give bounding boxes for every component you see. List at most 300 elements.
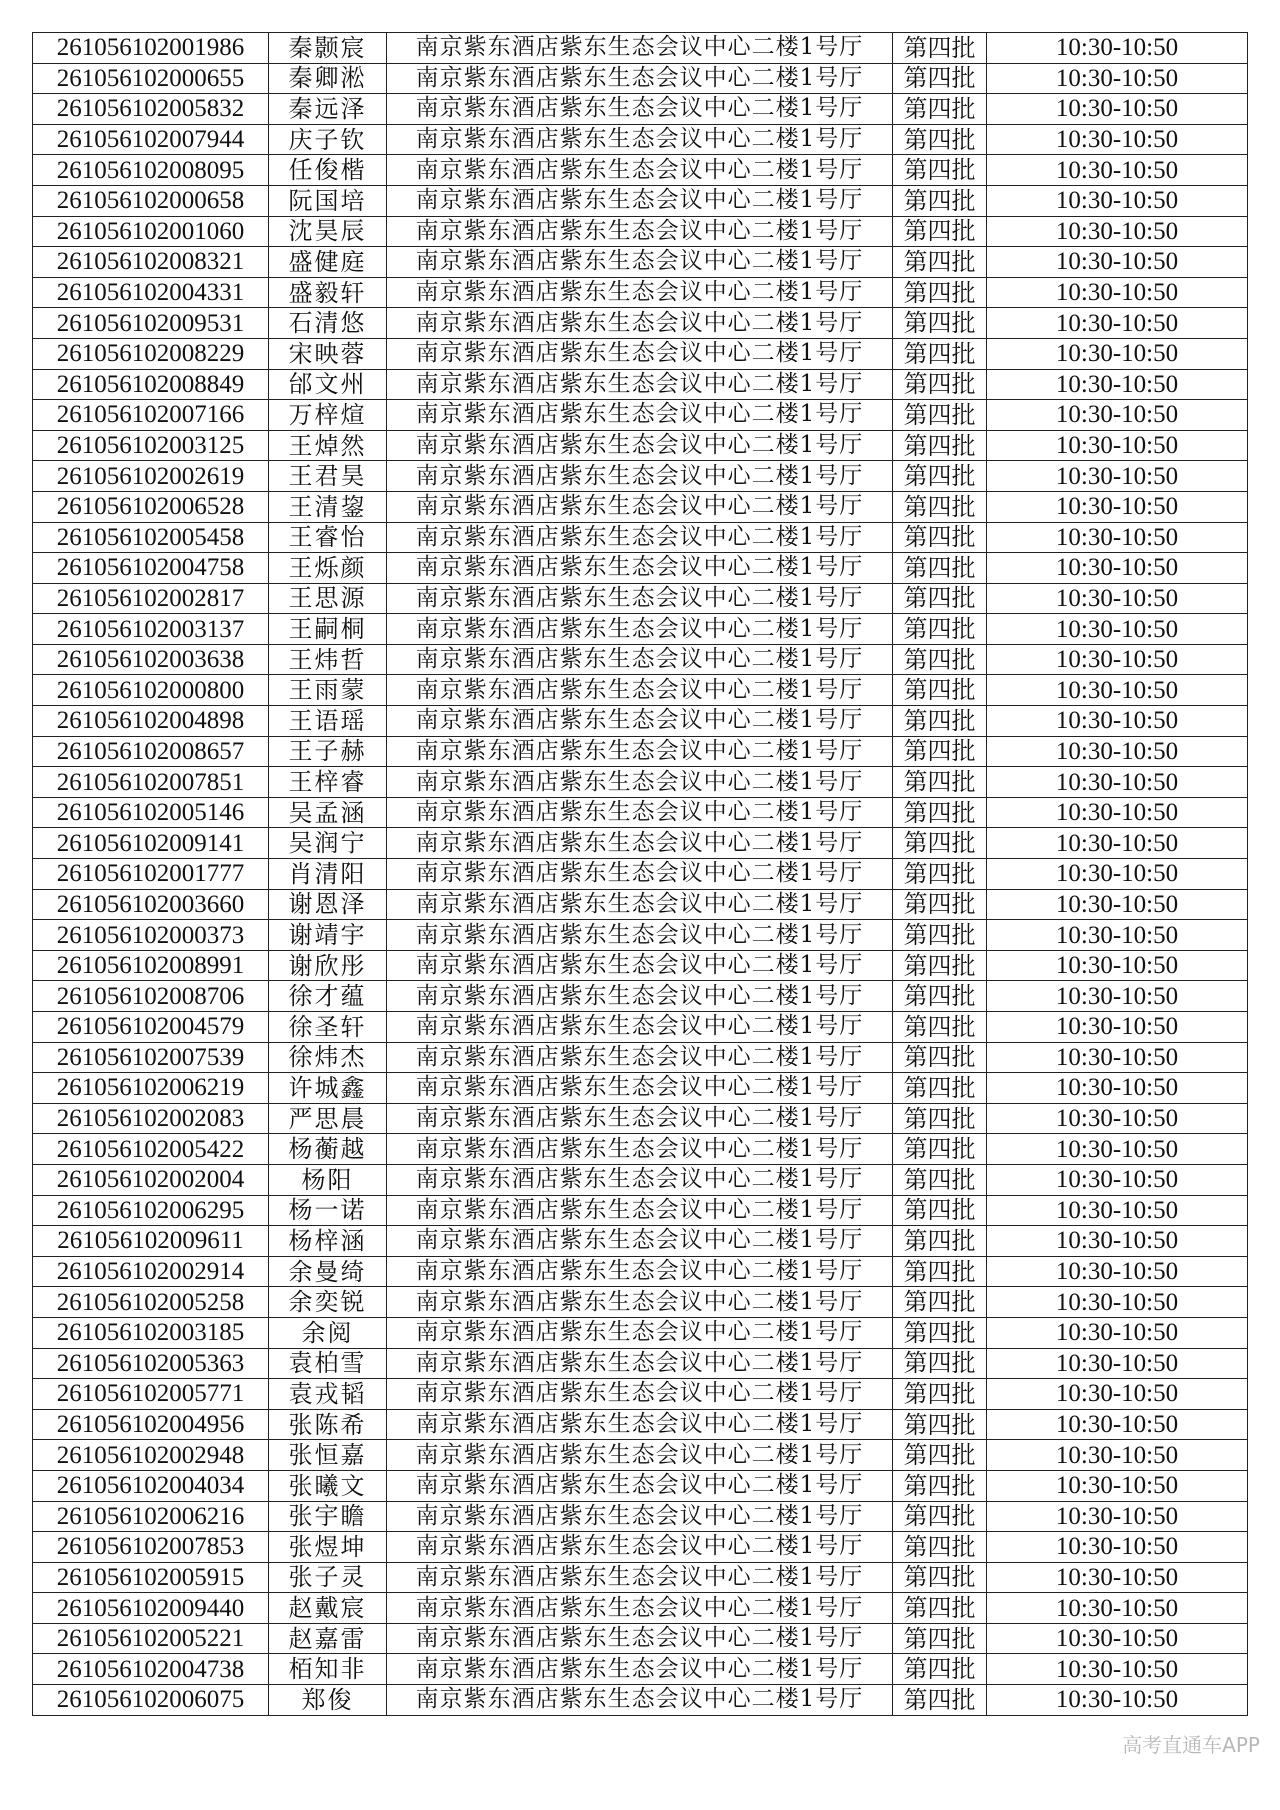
candidate-id-cell: 261056102003660 bbox=[33, 889, 269, 920]
venue-cell: 南京紫东酒店紫东生态会议中心二楼1号厅 bbox=[387, 277, 893, 308]
time-slot-cell: 10:30-10:50 bbox=[987, 950, 1248, 981]
time-slot-cell: 10:30-10:50 bbox=[987, 828, 1248, 859]
time-slot-cell: 10:30-10:50 bbox=[987, 155, 1248, 186]
candidate-name-cell: 杨阳 bbox=[269, 1164, 387, 1195]
candidate-name-cell: 赵戴宸 bbox=[269, 1593, 387, 1624]
batch-cell: 第四批 bbox=[893, 338, 987, 369]
table-row bbox=[33, 706, 1248, 737]
batch-cell: 第四批 bbox=[893, 950, 987, 981]
candidate-id-cell: 261056102002817 bbox=[33, 583, 269, 614]
venue-cell: 南京紫东酒店紫东生态会议中心二楼1号厅 bbox=[387, 1379, 893, 1410]
candidate-name-cell: 张陈希 bbox=[269, 1409, 387, 1440]
candidate-name-cell: 盛毅轩 bbox=[269, 277, 387, 308]
venue-cell: 南京紫东酒店紫东生态会议中心二楼1号厅 bbox=[387, 1134, 893, 1165]
table-row bbox=[33, 1256, 1248, 1287]
venue-cell: 南京紫东酒店紫东生态会议中心二楼1号厅 bbox=[387, 889, 893, 920]
time-slot-cell: 10:30-10:50 bbox=[987, 1348, 1248, 1379]
candidate-id-cell: 261056102000373 bbox=[33, 920, 269, 951]
table-row bbox=[33, 1317, 1248, 1348]
batch-cell: 第四批 bbox=[893, 767, 987, 798]
batch-cell: 第四批 bbox=[893, 1134, 987, 1165]
candidate-name-cell: 沈昊辰 bbox=[269, 216, 387, 247]
candidate-id-cell: 261056102001060 bbox=[33, 216, 269, 247]
table-row bbox=[33, 1042, 1248, 1073]
candidate-name-cell: 袁柏雪 bbox=[269, 1348, 387, 1379]
batch-cell: 第四批 bbox=[893, 1195, 987, 1226]
table-row bbox=[33, 1379, 1248, 1410]
venue-cell: 南京紫东酒店紫东生态会议中心二楼1号厅 bbox=[387, 1256, 893, 1287]
batch-cell: 第四批 bbox=[893, 1073, 987, 1104]
batch-cell: 第四批 bbox=[893, 308, 987, 339]
table-row bbox=[33, 797, 1248, 828]
candidate-name-cell: 吴润宁 bbox=[269, 828, 387, 859]
venue-cell: 南京紫东酒店紫东生态会议中心二楼1号厅 bbox=[387, 124, 893, 155]
time-slot-cell: 10:30-10:50 bbox=[987, 33, 1248, 64]
table-row bbox=[33, 461, 1248, 492]
time-slot-cell: 10:30-10:50 bbox=[987, 1562, 1248, 1593]
time-slot-cell: 10:30-10:50 bbox=[987, 1501, 1248, 1532]
venue-cell: 南京紫东酒店紫东生态会议中心二楼1号厅 bbox=[387, 430, 893, 461]
candidate-id-cell: 261056102002914 bbox=[33, 1256, 269, 1287]
candidate-id-cell: 261056102006295 bbox=[33, 1195, 269, 1226]
time-slot-cell: 10:30-10:50 bbox=[987, 553, 1248, 584]
venue-cell: 南京紫东酒店紫东生态会议中心二楼1号厅 bbox=[387, 1195, 893, 1226]
time-slot-cell: 10:30-10:50 bbox=[987, 1409, 1248, 1440]
batch-cell: 第四批 bbox=[893, 736, 987, 767]
table-row bbox=[33, 1164, 1248, 1195]
time-slot-cell: 10:30-10:50 bbox=[987, 277, 1248, 308]
venue-cell: 南京紫东酒店紫东生态会议中心二楼1号厅 bbox=[387, 553, 893, 584]
candidate-name-cell: 张煜坤 bbox=[269, 1532, 387, 1563]
batch-cell: 第四批 bbox=[893, 614, 987, 645]
table-row bbox=[33, 675, 1248, 706]
candidate-name-cell: 谢恩泽 bbox=[269, 889, 387, 920]
table-row bbox=[33, 920, 1248, 951]
candidate-id-cell: 261056102002083 bbox=[33, 1103, 269, 1134]
candidate-name-cell: 宋映蓉 bbox=[269, 338, 387, 369]
time-slot-cell: 10:30-10:50 bbox=[987, 1012, 1248, 1043]
candidate-id-cell: 261056102008849 bbox=[33, 369, 269, 400]
batch-cell: 第四批 bbox=[893, 247, 987, 278]
venue-cell: 南京紫东酒店紫东生态会议中心二楼1号厅 bbox=[387, 185, 893, 216]
table-row bbox=[33, 491, 1248, 522]
table-row bbox=[33, 1470, 1248, 1501]
candidate-id-cell: 261056102005422 bbox=[33, 1134, 269, 1165]
candidate-id-cell: 261056102009531 bbox=[33, 308, 269, 339]
time-slot-cell: 10:30-10:50 bbox=[987, 859, 1248, 890]
table-row bbox=[33, 216, 1248, 247]
candidate-id-cell: 261056102005363 bbox=[33, 1348, 269, 1379]
candidate-name-cell: 张子灵 bbox=[269, 1562, 387, 1593]
table-row bbox=[33, 124, 1248, 155]
batch-cell: 第四批 bbox=[893, 400, 987, 431]
candidate-name-cell: 张恒嘉 bbox=[269, 1440, 387, 1471]
candidate-name-cell: 许城鑫 bbox=[269, 1073, 387, 1104]
time-slot-cell: 10:30-10:50 bbox=[987, 1470, 1248, 1501]
batch-cell: 第四批 bbox=[893, 583, 987, 614]
candidate-id-cell: 261056102000655 bbox=[33, 63, 269, 94]
candidate-name-cell: 徐才蕴 bbox=[269, 981, 387, 1012]
venue-cell: 南京紫东酒店紫东生态会议中心二楼1号厅 bbox=[387, 950, 893, 981]
time-slot-cell: 10:30-10:50 bbox=[987, 1226, 1248, 1257]
candidate-id-cell: 261056102004034 bbox=[33, 1470, 269, 1501]
candidate-id-cell: 261056102007166 bbox=[33, 400, 269, 431]
time-slot-cell: 10:30-10:50 bbox=[987, 1532, 1248, 1563]
table-row bbox=[33, 981, 1248, 1012]
batch-cell: 第四批 bbox=[893, 644, 987, 675]
venue-cell: 南京紫东酒店紫东生态会议中心二楼1号厅 bbox=[387, 1226, 893, 1257]
venue-cell: 南京紫东酒店紫东生态会议中心二楼1号厅 bbox=[387, 1073, 893, 1104]
time-slot-cell: 10:30-10:50 bbox=[987, 797, 1248, 828]
time-slot-cell: 10:30-10:50 bbox=[987, 430, 1248, 461]
candidate-id-cell: 261056102004898 bbox=[33, 706, 269, 737]
candidate-id-cell: 261056102008229 bbox=[33, 338, 269, 369]
candidate-name-cell: 王梓睿 bbox=[269, 767, 387, 798]
table-row bbox=[33, 1532, 1248, 1563]
table-row bbox=[33, 889, 1248, 920]
table-row bbox=[33, 1440, 1248, 1471]
table-row bbox=[33, 1348, 1248, 1379]
venue-cell: 南京紫东酒店紫东生态会议中心二楼1号厅 bbox=[387, 461, 893, 492]
batch-cell: 第四批 bbox=[893, 1562, 987, 1593]
table-row bbox=[33, 859, 1248, 890]
table-row bbox=[33, 308, 1248, 339]
batch-cell: 第四批 bbox=[893, 94, 987, 125]
candidate-id-cell: 261056102004758 bbox=[33, 553, 269, 584]
candidate-id-cell: 261056102008991 bbox=[33, 950, 269, 981]
time-slot-cell: 10:30-10:50 bbox=[987, 1073, 1248, 1104]
venue-cell: 南京紫东酒店紫东生态会议中心二楼1号厅 bbox=[387, 1654, 893, 1685]
candidate-name-cell: 余曼绮 bbox=[269, 1256, 387, 1287]
table-row bbox=[33, 1134, 1248, 1165]
candidate-name-cell: 邰文州 bbox=[269, 369, 387, 400]
candidate-name-cell: 杨一诺 bbox=[269, 1195, 387, 1226]
time-slot-cell: 10:30-10:50 bbox=[987, 981, 1248, 1012]
table-row bbox=[33, 553, 1248, 584]
candidate-table-body bbox=[33, 33, 1248, 1716]
batch-cell: 第四批 bbox=[893, 1256, 987, 1287]
time-slot-cell: 10:30-10:50 bbox=[987, 1042, 1248, 1073]
batch-cell: 第四批 bbox=[893, 155, 987, 186]
table-row bbox=[33, 1593, 1248, 1624]
table-row bbox=[33, 400, 1248, 431]
batch-cell: 第四批 bbox=[893, 1042, 987, 1073]
venue-cell: 南京紫东酒店紫东生态会议中心二楼1号厅 bbox=[387, 33, 893, 64]
candidate-id-cell: 261056102005458 bbox=[33, 522, 269, 553]
table-row bbox=[33, 1073, 1248, 1104]
time-slot-cell: 10:30-10:50 bbox=[987, 1195, 1248, 1226]
venue-cell: 南京紫东酒店紫东生态会议中心二楼1号厅 bbox=[387, 247, 893, 278]
time-slot-cell: 10:30-10:50 bbox=[987, 1317, 1248, 1348]
venue-cell: 南京紫东酒店紫东生态会议中心二楼1号厅 bbox=[387, 94, 893, 125]
candidate-id-cell: 261056102007853 bbox=[33, 1532, 269, 1563]
batch-cell: 第四批 bbox=[893, 675, 987, 706]
candidate-id-cell: 261056102006075 bbox=[33, 1685, 269, 1716]
batch-cell: 第四批 bbox=[893, 33, 987, 64]
venue-cell: 南京紫东酒店紫东生态会议中心二楼1号厅 bbox=[387, 522, 893, 553]
venue-cell: 南京紫东酒店紫东生态会议中心二楼1号厅 bbox=[387, 1470, 893, 1501]
candidate-id-cell: 261056102006219 bbox=[33, 1073, 269, 1104]
batch-cell: 第四批 bbox=[893, 1685, 987, 1716]
batch-cell: 第四批 bbox=[893, 522, 987, 553]
time-slot-cell: 10:30-10:50 bbox=[987, 1287, 1248, 1318]
venue-cell: 南京紫东酒店紫东生态会议中心二楼1号厅 bbox=[387, 338, 893, 369]
candidate-id-cell: 261056102005258 bbox=[33, 1287, 269, 1318]
time-slot-cell: 10:30-10:50 bbox=[987, 675, 1248, 706]
batch-cell: 第四批 bbox=[893, 706, 987, 737]
table-row bbox=[33, 1562, 1248, 1593]
venue-cell: 南京紫东酒店紫东生态会议中心二楼1号厅 bbox=[387, 155, 893, 186]
batch-cell: 第四批 bbox=[893, 1226, 987, 1257]
venue-cell: 南京紫东酒店紫东生态会议中心二楼1号厅 bbox=[387, 1501, 893, 1532]
candidate-id-cell: 261056102000658 bbox=[33, 185, 269, 216]
candidate-id-cell: 261056102006216 bbox=[33, 1501, 269, 1532]
candidate-id-cell: 261056102007944 bbox=[33, 124, 269, 155]
candidate-name-cell: 石清悠 bbox=[269, 308, 387, 339]
candidate-name-cell: 秦远泽 bbox=[269, 94, 387, 125]
candidate-id-cell: 261056102008706 bbox=[33, 981, 269, 1012]
candidate-name-cell: 谢靖宇 bbox=[269, 920, 387, 951]
venue-cell: 南京紫东酒店紫东生态会议中心二楼1号厅 bbox=[387, 63, 893, 94]
venue-cell: 南京紫东酒店紫东生态会议中心二楼1号厅 bbox=[387, 308, 893, 339]
candidate-id-cell: 261056102007851 bbox=[33, 767, 269, 798]
candidate-id-cell: 261056102001777 bbox=[33, 859, 269, 890]
table-row bbox=[33, 950, 1248, 981]
candidate-id-cell: 261056102009440 bbox=[33, 1593, 269, 1624]
candidate-name-cell: 徐炜杰 bbox=[269, 1042, 387, 1073]
table-row bbox=[33, 1685, 1248, 1716]
venue-cell: 南京紫东酒店紫东生态会议中心二楼1号厅 bbox=[387, 706, 893, 737]
candidate-id-cell: 261056102008095 bbox=[33, 155, 269, 186]
candidate-name-cell: 王君昊 bbox=[269, 461, 387, 492]
candidate-name-cell: 肖清阳 bbox=[269, 859, 387, 890]
time-slot-cell: 10:30-10:50 bbox=[987, 247, 1248, 278]
time-slot-cell: 10:30-10:50 bbox=[987, 124, 1248, 155]
batch-cell: 第四批 bbox=[893, 1470, 987, 1501]
candidate-id-cell: 261056102009611 bbox=[33, 1226, 269, 1257]
candidate-name-cell: 杨蘅越 bbox=[269, 1134, 387, 1165]
venue-cell: 南京紫东酒店紫东生态会议中心二楼1号厅 bbox=[387, 1317, 893, 1348]
candidate-name-cell: 张曦文 bbox=[269, 1470, 387, 1501]
candidate-id-cell: 261056102004956 bbox=[33, 1409, 269, 1440]
table-row bbox=[33, 736, 1248, 767]
venue-cell: 南京紫东酒店紫东生态会议中心二楼1号厅 bbox=[387, 797, 893, 828]
candidate-name-cell: 王嗣桐 bbox=[269, 614, 387, 645]
venue-cell: 南京紫东酒店紫东生态会议中心二楼1号厅 bbox=[387, 216, 893, 247]
venue-cell: 南京紫东酒店紫东生态会议中心二楼1号厅 bbox=[387, 1042, 893, 1073]
time-slot-cell: 10:30-10:50 bbox=[987, 216, 1248, 247]
time-slot-cell: 10:30-10:50 bbox=[987, 614, 1248, 645]
candidate-name-cell: 严思晨 bbox=[269, 1103, 387, 1134]
time-slot-cell: 10:30-10:50 bbox=[987, 767, 1248, 798]
batch-cell: 第四批 bbox=[893, 889, 987, 920]
candidate-id-cell: 261056102002619 bbox=[33, 461, 269, 492]
candidate-id-cell: 261056102003125 bbox=[33, 430, 269, 461]
candidate-id-cell: 261056102005832 bbox=[33, 94, 269, 125]
venue-cell: 南京紫东酒店紫东生态会议中心二楼1号厅 bbox=[387, 1103, 893, 1134]
batch-cell: 第四批 bbox=[893, 920, 987, 951]
table-row bbox=[33, 644, 1248, 675]
candidate-id-cell: 261056102002004 bbox=[33, 1164, 269, 1195]
candidate-name-cell: 赵嘉雷 bbox=[269, 1623, 387, 1654]
batch-cell: 第四批 bbox=[893, 1501, 987, 1532]
table-row bbox=[33, 1195, 1248, 1226]
venue-cell: 南京紫东酒店紫东生态会议中心二楼1号厅 bbox=[387, 736, 893, 767]
time-slot-cell: 10:30-10:50 bbox=[987, 1685, 1248, 1716]
table-row bbox=[33, 1103, 1248, 1134]
candidate-name-cell: 王语瑶 bbox=[269, 706, 387, 737]
table-row bbox=[33, 583, 1248, 614]
venue-cell: 南京紫东酒店紫东生态会议中心二楼1号厅 bbox=[387, 1440, 893, 1471]
batch-cell: 第四批 bbox=[893, 1654, 987, 1685]
candidate-id-cell: 261056102008321 bbox=[33, 247, 269, 278]
time-slot-cell: 10:30-10:50 bbox=[987, 400, 1248, 431]
time-slot-cell: 10:30-10:50 bbox=[987, 1164, 1248, 1195]
candidate-name-cell: 万梓煊 bbox=[269, 400, 387, 431]
venue-cell: 南京紫东酒店紫东生态会议中心二楼1号厅 bbox=[387, 675, 893, 706]
venue-cell: 南京紫东酒店紫东生态会议中心二楼1号厅 bbox=[387, 1623, 893, 1654]
candidate-name-cell: 庆子钦 bbox=[269, 124, 387, 155]
candidate-name-cell: 王焯然 bbox=[269, 430, 387, 461]
candidate-name-cell: 谢欣彤 bbox=[269, 950, 387, 981]
venue-cell: 南京紫东酒店紫东生态会议中心二楼1号厅 bbox=[387, 400, 893, 431]
venue-cell: 南京紫东酒店紫东生态会议中心二楼1号厅 bbox=[387, 369, 893, 400]
time-slot-cell: 10:30-10:50 bbox=[987, 461, 1248, 492]
candidate-id-cell: 261056102005771 bbox=[33, 1379, 269, 1410]
candidate-name-cell: 秦卿淞 bbox=[269, 63, 387, 94]
candidate-name-cell: 王烁颜 bbox=[269, 553, 387, 584]
candidate-name-cell: 秦颢宸 bbox=[269, 33, 387, 64]
candidate-id-cell: 261056102005915 bbox=[33, 1562, 269, 1593]
venue-cell: 南京紫东酒店紫东生态会议中心二楼1号厅 bbox=[387, 920, 893, 951]
candidate-id-cell: 261056102000800 bbox=[33, 675, 269, 706]
table-row bbox=[33, 277, 1248, 308]
batch-cell: 第四批 bbox=[893, 1317, 987, 1348]
venue-cell: 南京紫东酒店紫东生态会议中心二楼1号厅 bbox=[387, 828, 893, 859]
candidate-name-cell: 王思源 bbox=[269, 583, 387, 614]
batch-cell: 第四批 bbox=[893, 1440, 987, 1471]
table-row bbox=[33, 1226, 1248, 1257]
batch-cell: 第四批 bbox=[893, 430, 987, 461]
candidate-name-cell: 王雨蒙 bbox=[269, 675, 387, 706]
candidate-name-cell: 徐圣轩 bbox=[269, 1012, 387, 1043]
watermark-text: 高考直通车APP bbox=[1122, 1733, 1260, 1757]
candidate-name-cell: 阮国培 bbox=[269, 185, 387, 216]
table-row bbox=[33, 247, 1248, 278]
batch-cell: 第四批 bbox=[893, 277, 987, 308]
candidate-id-cell: 261056102003137 bbox=[33, 614, 269, 645]
table-row bbox=[33, 522, 1248, 553]
candidate-name-cell: 余阅 bbox=[269, 1317, 387, 1348]
table-row bbox=[33, 1654, 1248, 1685]
time-slot-cell: 10:30-10:50 bbox=[987, 644, 1248, 675]
candidate-id-cell: 261056102008657 bbox=[33, 736, 269, 767]
candidate-id-cell: 261056102003638 bbox=[33, 644, 269, 675]
table-row bbox=[33, 338, 1248, 369]
time-slot-cell: 10:30-10:50 bbox=[987, 736, 1248, 767]
candidate-name-cell: 郑俊 bbox=[269, 1685, 387, 1716]
time-slot-cell: 10:30-10:50 bbox=[987, 583, 1248, 614]
time-slot-cell: 10:30-10:50 bbox=[987, 308, 1248, 339]
batch-cell: 第四批 bbox=[893, 1287, 987, 1318]
time-slot-cell: 10:30-10:50 bbox=[987, 369, 1248, 400]
time-slot-cell: 10:30-10:50 bbox=[987, 185, 1248, 216]
venue-cell: 南京紫东酒店紫东生态会议中心二楼1号厅 bbox=[387, 859, 893, 890]
time-slot-cell: 10:30-10:50 bbox=[987, 1256, 1248, 1287]
time-slot-cell: 10:30-10:50 bbox=[987, 338, 1248, 369]
table-row bbox=[33, 430, 1248, 461]
batch-cell: 第四批 bbox=[893, 981, 987, 1012]
batch-cell: 第四批 bbox=[893, 124, 987, 155]
time-slot-cell: 10:30-10:50 bbox=[987, 1440, 1248, 1471]
batch-cell: 第四批 bbox=[893, 491, 987, 522]
table-row bbox=[33, 1012, 1248, 1043]
time-slot-cell: 10:30-10:50 bbox=[987, 889, 1248, 920]
table-row bbox=[33, 185, 1248, 216]
venue-cell: 南京紫东酒店紫东生态会议中心二楼1号厅 bbox=[387, 767, 893, 798]
batch-cell: 第四批 bbox=[893, 1012, 987, 1043]
candidate-id-cell: 261056102005146 bbox=[33, 797, 269, 828]
candidate-id-cell: 261056102003185 bbox=[33, 1317, 269, 1348]
candidate-id-cell: 261056102004738 bbox=[33, 1654, 269, 1685]
batch-cell: 第四批 bbox=[893, 1379, 987, 1410]
table-row bbox=[33, 369, 1248, 400]
table-row bbox=[33, 828, 1248, 859]
batch-cell: 第四批 bbox=[893, 461, 987, 492]
venue-cell: 南京紫东酒店紫东生态会议中心二楼1号厅 bbox=[387, 491, 893, 522]
batch-cell: 第四批 bbox=[893, 553, 987, 584]
table-row bbox=[33, 155, 1248, 186]
candidate-name-cell: 吴孟涵 bbox=[269, 797, 387, 828]
batch-cell: 第四批 bbox=[893, 1532, 987, 1563]
candidate-id-cell: 261056102004579 bbox=[33, 1012, 269, 1043]
time-slot-cell: 10:30-10:50 bbox=[987, 1593, 1248, 1624]
batch-cell: 第四批 bbox=[893, 369, 987, 400]
batch-cell: 第四批 bbox=[893, 828, 987, 859]
time-slot-cell: 10:30-10:50 bbox=[987, 1103, 1248, 1134]
candidate-name-cell: 张宇瞻 bbox=[269, 1501, 387, 1532]
batch-cell: 第四批 bbox=[893, 797, 987, 828]
batch-cell: 第四批 bbox=[893, 1593, 987, 1624]
table-row bbox=[33, 63, 1248, 94]
venue-cell: 南京紫东酒店紫东生态会议中心二楼1号厅 bbox=[387, 1409, 893, 1440]
venue-cell: 南京紫东酒店紫东生态会议中心二楼1号厅 bbox=[387, 1287, 893, 1318]
batch-cell: 第四批 bbox=[893, 1164, 987, 1195]
table-row bbox=[33, 33, 1248, 64]
batch-cell: 第四批 bbox=[893, 1348, 987, 1379]
candidate-name-cell: 任俊楷 bbox=[269, 155, 387, 186]
table-row bbox=[33, 767, 1248, 798]
table-row bbox=[33, 1287, 1248, 1318]
candidate-name-cell: 余奕锐 bbox=[269, 1287, 387, 1318]
time-slot-cell: 10:30-10:50 bbox=[987, 706, 1248, 737]
candidate-name-cell: 王睿怡 bbox=[269, 522, 387, 553]
venue-cell: 南京紫东酒店紫东生态会议中心二楼1号厅 bbox=[387, 1164, 893, 1195]
candidate-name-cell: 王清鋆 bbox=[269, 491, 387, 522]
table-row bbox=[33, 1409, 1248, 1440]
venue-cell: 南京紫东酒店紫东生态会议中心二楼1号厅 bbox=[387, 1532, 893, 1563]
candidate-name-cell: 袁戎韬 bbox=[269, 1379, 387, 1410]
table-row bbox=[33, 1623, 1248, 1654]
batch-cell: 第四批 bbox=[893, 63, 987, 94]
time-slot-cell: 10:30-10:50 bbox=[987, 522, 1248, 553]
candidate-name-cell: 王子赫 bbox=[269, 736, 387, 767]
batch-cell: 第四批 bbox=[893, 1623, 987, 1654]
time-slot-cell: 10:30-10:50 bbox=[987, 1379, 1248, 1410]
time-slot-cell: 10:30-10:50 bbox=[987, 1654, 1248, 1685]
venue-cell: 南京紫东酒店紫东生态会议中心二楼1号厅 bbox=[387, 1562, 893, 1593]
candidate-id-cell: 261056102001986 bbox=[33, 33, 269, 64]
